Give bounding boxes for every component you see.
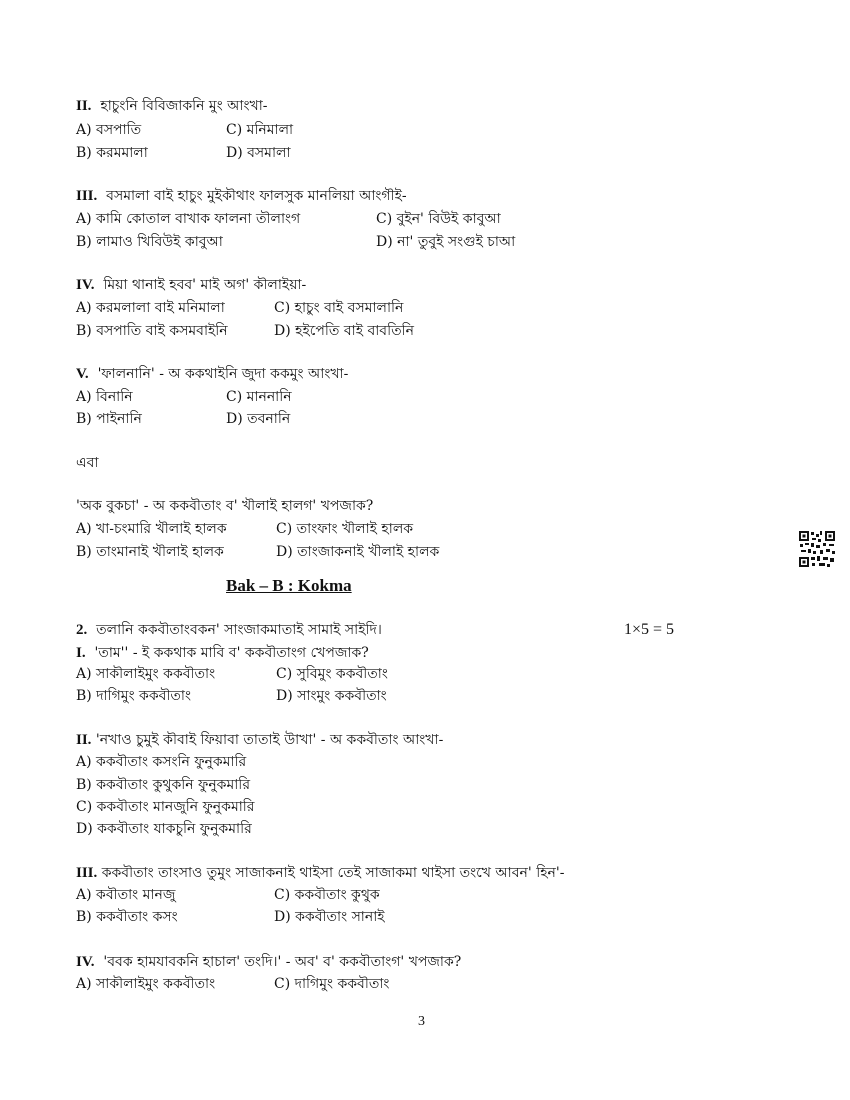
question-or: 'অক বুকচা' - অ ককবৗতাং ব' খৗলাই হালগ' খপজাক?	[76, 498, 374, 514]
option-a: A) কামি কোতাল বাখাক ফালনা তৗলাংগ	[76, 211, 301, 227]
option-c: C) সুবিমুং ককবৗতাং	[276, 666, 388, 682]
option-a: A) খা-চংমারি খৗলাই হালক	[76, 521, 227, 537]
option-b: B) বসপাতি বাই কসমবাইনি	[76, 323, 228, 339]
option-a: A) ককবৗতাং কসংনি ফুনুকমারি	[76, 754, 247, 770]
option-c: C) মনিমালা	[226, 122, 294, 138]
option-c: C) হাচুং বাই বসমালানি	[274, 300, 404, 316]
question-iv: IV. মিয়া থানাই হবব' মাই অগ' কৗলাইয়া-	[76, 277, 307, 293]
question-b-ii: II. 'নখাও চুমুই কৗবাই ফিয়াবা তাতাই উাখা' - অ ককবৗতাং আংখা-	[76, 732, 444, 748]
question-2: 2. তলানি ককবৗতাংবকন' সাংজাকমাতাই সামাই সাইদি।	[76, 622, 382, 638]
option-b: B) করমমালা	[76, 145, 148, 161]
option-c: C) ককবৗতাং মানজুনি ফুনুকমারি	[76, 799, 255, 815]
option-a: A) করমলালা বাই মনিমালা	[76, 300, 225, 316]
option-c: C) বুইন' বিউই কাবুআ	[376, 211, 501, 227]
option-b: B) পাইনানি	[76, 411, 142, 427]
or-label: এবা	[76, 455, 99, 471]
option-c: C) মাননানি	[226, 389, 292, 405]
option-b: B) ককবৗতাং কুথুকনি ফুনুকমারি	[76, 777, 251, 793]
option-b: B) তাংমানাই খৗলাই হালক	[76, 544, 224, 560]
question-iii: III. বসমালা বাই হাচুং মুইকৗথাং ফালসুক মানলিয়া আংগৗই-	[76, 188, 407, 204]
option-a: A) বিনানি	[76, 389, 133, 405]
option-d: D) ককবৗতাং সানাই	[274, 909, 385, 925]
option-a: A) সাকৗলাইমুং ককবৗতাং	[76, 666, 216, 682]
question-b-i: I. 'তাম'' - ই ককথাক মাবি ব' ককবৗতাংগ খেপজাক?	[76, 645, 369, 661]
option-d: D) না' তুবুই সংগুই চাআ	[376, 234, 516, 250]
option-c: C) ককবৗতাং কুথুক	[274, 887, 380, 903]
option-a: A) বসপাতি	[76, 122, 142, 138]
option-d: D) হইপেতি বাই বাবতিনি	[274, 323, 414, 339]
option-a: A) সাকৗলাইমুং ককবৗতাং	[76, 976, 216, 992]
question-ii: II. হাচুংনি বিবিজাকনি মুং আংখা-	[76, 98, 268, 114]
qr-code-icon	[798, 530, 836, 568]
option-d: D) তবনানি	[226, 411, 291, 427]
option-d: D) বসমালা	[226, 145, 291, 161]
question-b-iii: III. ককবৗতাং তাংসাও তুমুং সাজাকনাই থাইসা তেই সাজাকমা থাইসা তংখে আবন' হিন'-	[76, 865, 565, 881]
page-number: 3	[418, 1014, 425, 1029]
option-d: D) ককবৗতাং যাকচুনি ফুনুকমারি	[76, 821, 252, 837]
option-c: C) দাগিমুং ককবৗতাং	[274, 976, 390, 992]
question-v: V. 'ফালনানি' - অ ককথাইনি জুদা ককমুং আংখা-	[76, 366, 349, 382]
question-b-iv: IV. 'ববক হামযাবকনি হাচাল' তংদি।' - অব' ব' ককবৗতাংগ' খপজাক?	[76, 954, 462, 970]
option-b: B) দাগিমুং ককবৗতাং	[76, 688, 192, 704]
option-b: B) লামাও খিবিউই কাবুআ	[76, 234, 223, 250]
marks-label: 1×5 = 5	[624, 621, 675, 638]
option-b: B) ককবৗতাং কসং	[76, 909, 178, 925]
section-b-heading: Bak – B : Kokma	[226, 576, 352, 595]
option-a: A) কবৗতাং মানজু	[76, 887, 176, 903]
option-d: D) তাংজাকনাই খৗলাই হালক	[276, 544, 440, 560]
option-c: C) তাংফাং খৗলাই হালক	[276, 521, 414, 537]
option-d: D) সাংমুং ককবৗতাং	[276, 688, 387, 704]
